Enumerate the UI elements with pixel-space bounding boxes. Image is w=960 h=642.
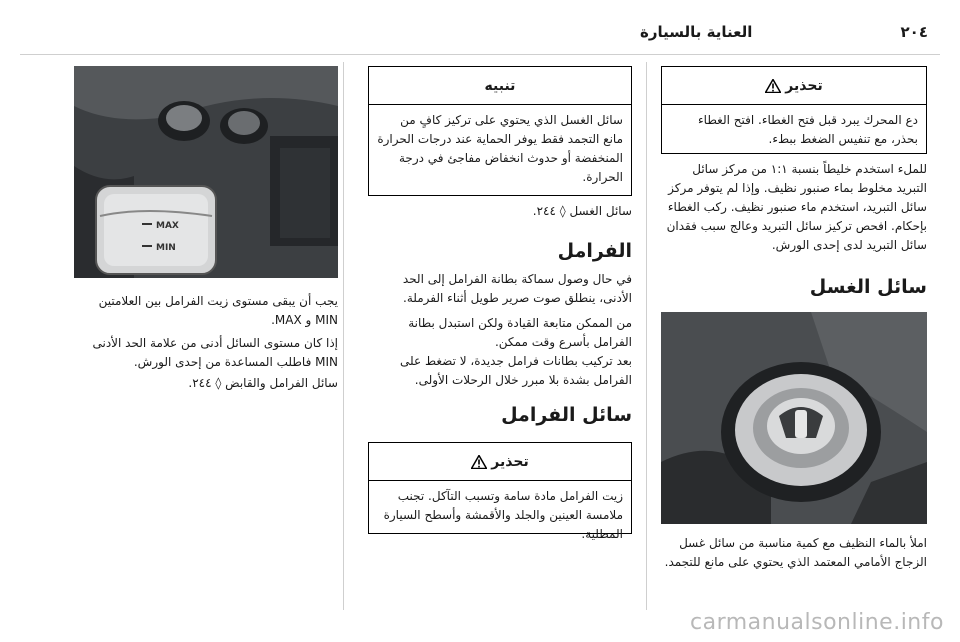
coolant-mixing-paragraph: للملء استخدم خليطاً بنسبة ١:١ من مركز سائل التبريد مخلوط بماء صنبور نظيف. وإذا لم يتوفر مركز سائل التبريد، استخدم ماء صنبور نظيف. ركب الغطاء بإحكام. افحص تركيز سائل التبريد وعالج سبب فقدان سائل التبريد لدى إحدى الورش. (666, 162, 927, 252)
brake-fluid-warning-box (368, 442, 632, 541)
column-divider-left (343, 62, 344, 610)
brakes-paragraph-2: من الممكن متابعة القيادة ولكن استبدل بطانة الفرامل بأسرع وقت ممكن. (408, 316, 632, 349)
warning-triangle-icon (471, 455, 487, 469)
washer-note-box (368, 66, 632, 196)
brake-fluid-heading: سائل الفرامل (501, 404, 632, 426)
warning-title: تحذير (785, 77, 823, 94)
warning-triangle-icon (765, 79, 781, 93)
warning-title: تحذير (491, 453, 529, 470)
brakes-paragraph-3: بعد تركيب بطانات فرامل جديدة، لا تضغط على الفرامل بشدة بلا مبرر خلال الرحلات الأولى. (400, 354, 632, 387)
washer-reservoir-photo (661, 312, 927, 524)
coolant-warning-box (661, 66, 927, 154)
brakes-heading: الفرامل (557, 240, 632, 262)
washer-cross-reference: سائل الغسل ◊ ٢٤٤. (532, 204, 632, 218)
page-number: ٢٠٤ (900, 23, 928, 41)
warning-box-header (662, 67, 926, 105)
watermark: carmanualsonline.info (690, 610, 944, 635)
warning-text: زيت الفرامل مادة سامة وتسبب التآكل. تجنب ملامسة العينين والجلد والأقمشة وأسطح السيارة المطلية. (383, 489, 623, 541)
washer-fluid-caption: املأ بالماء النظيف مع كمية مناسبة من سائل غسل الزجاج الأمامي المعتمد الذي يحتوي على مانع للتجمد. (664, 536, 927, 569)
note-text: سائل الغسل الذي يحتوي على تركيز كافٍ من مانع التجمد فقط يوفر الحماية عند درجات الحرارة المنخفضة أو حدوث انخفاض مفاجئ في درجة الحرارة. (377, 113, 623, 184)
page-header (640, 18, 928, 46)
washer-fluid-heading: سائل الغسل (809, 276, 927, 298)
column-divider-right (646, 62, 647, 610)
brake-fluid-reservoir-photo (74, 66, 338, 278)
header-divider (20, 54, 940, 55)
brake-fluid-cross-reference: سائل الفرامل والقابض ◊ ٢٤٤. (188, 376, 338, 390)
warning-box-header (369, 443, 631, 481)
note-title: تنبيه (484, 77, 516, 94)
warning-text: دع المحرك يبرد قبل فتح الغطاء. افتح الغطاء بحذر، مع تنفيس الضغط ببطء. (698, 113, 918, 146)
min-mark-label: MIN (156, 243, 176, 253)
page-title: العناية بالسيارة (640, 23, 753, 41)
note-box-header (369, 67, 631, 105)
brake-fluid-low-paragraph: إذا كان مستوى السائل أدنى من علامة الحد الأدنى MIN فاطلب المساعدة من إحدى الورش. (92, 336, 338, 369)
brake-fluid-level-paragraph: يجب أن يبقى مستوى زيت الفرامل بين العلامتين MIN و MAX. (98, 294, 338, 327)
max-mark-label: MAX (156, 221, 179, 231)
brakes-paragraph-1: في حال وصول سماكة بطانة الفرامل إلى الحد الأدنى، ينطلق صوت صرير طويل أثناء الفرملة. (402, 272, 632, 305)
